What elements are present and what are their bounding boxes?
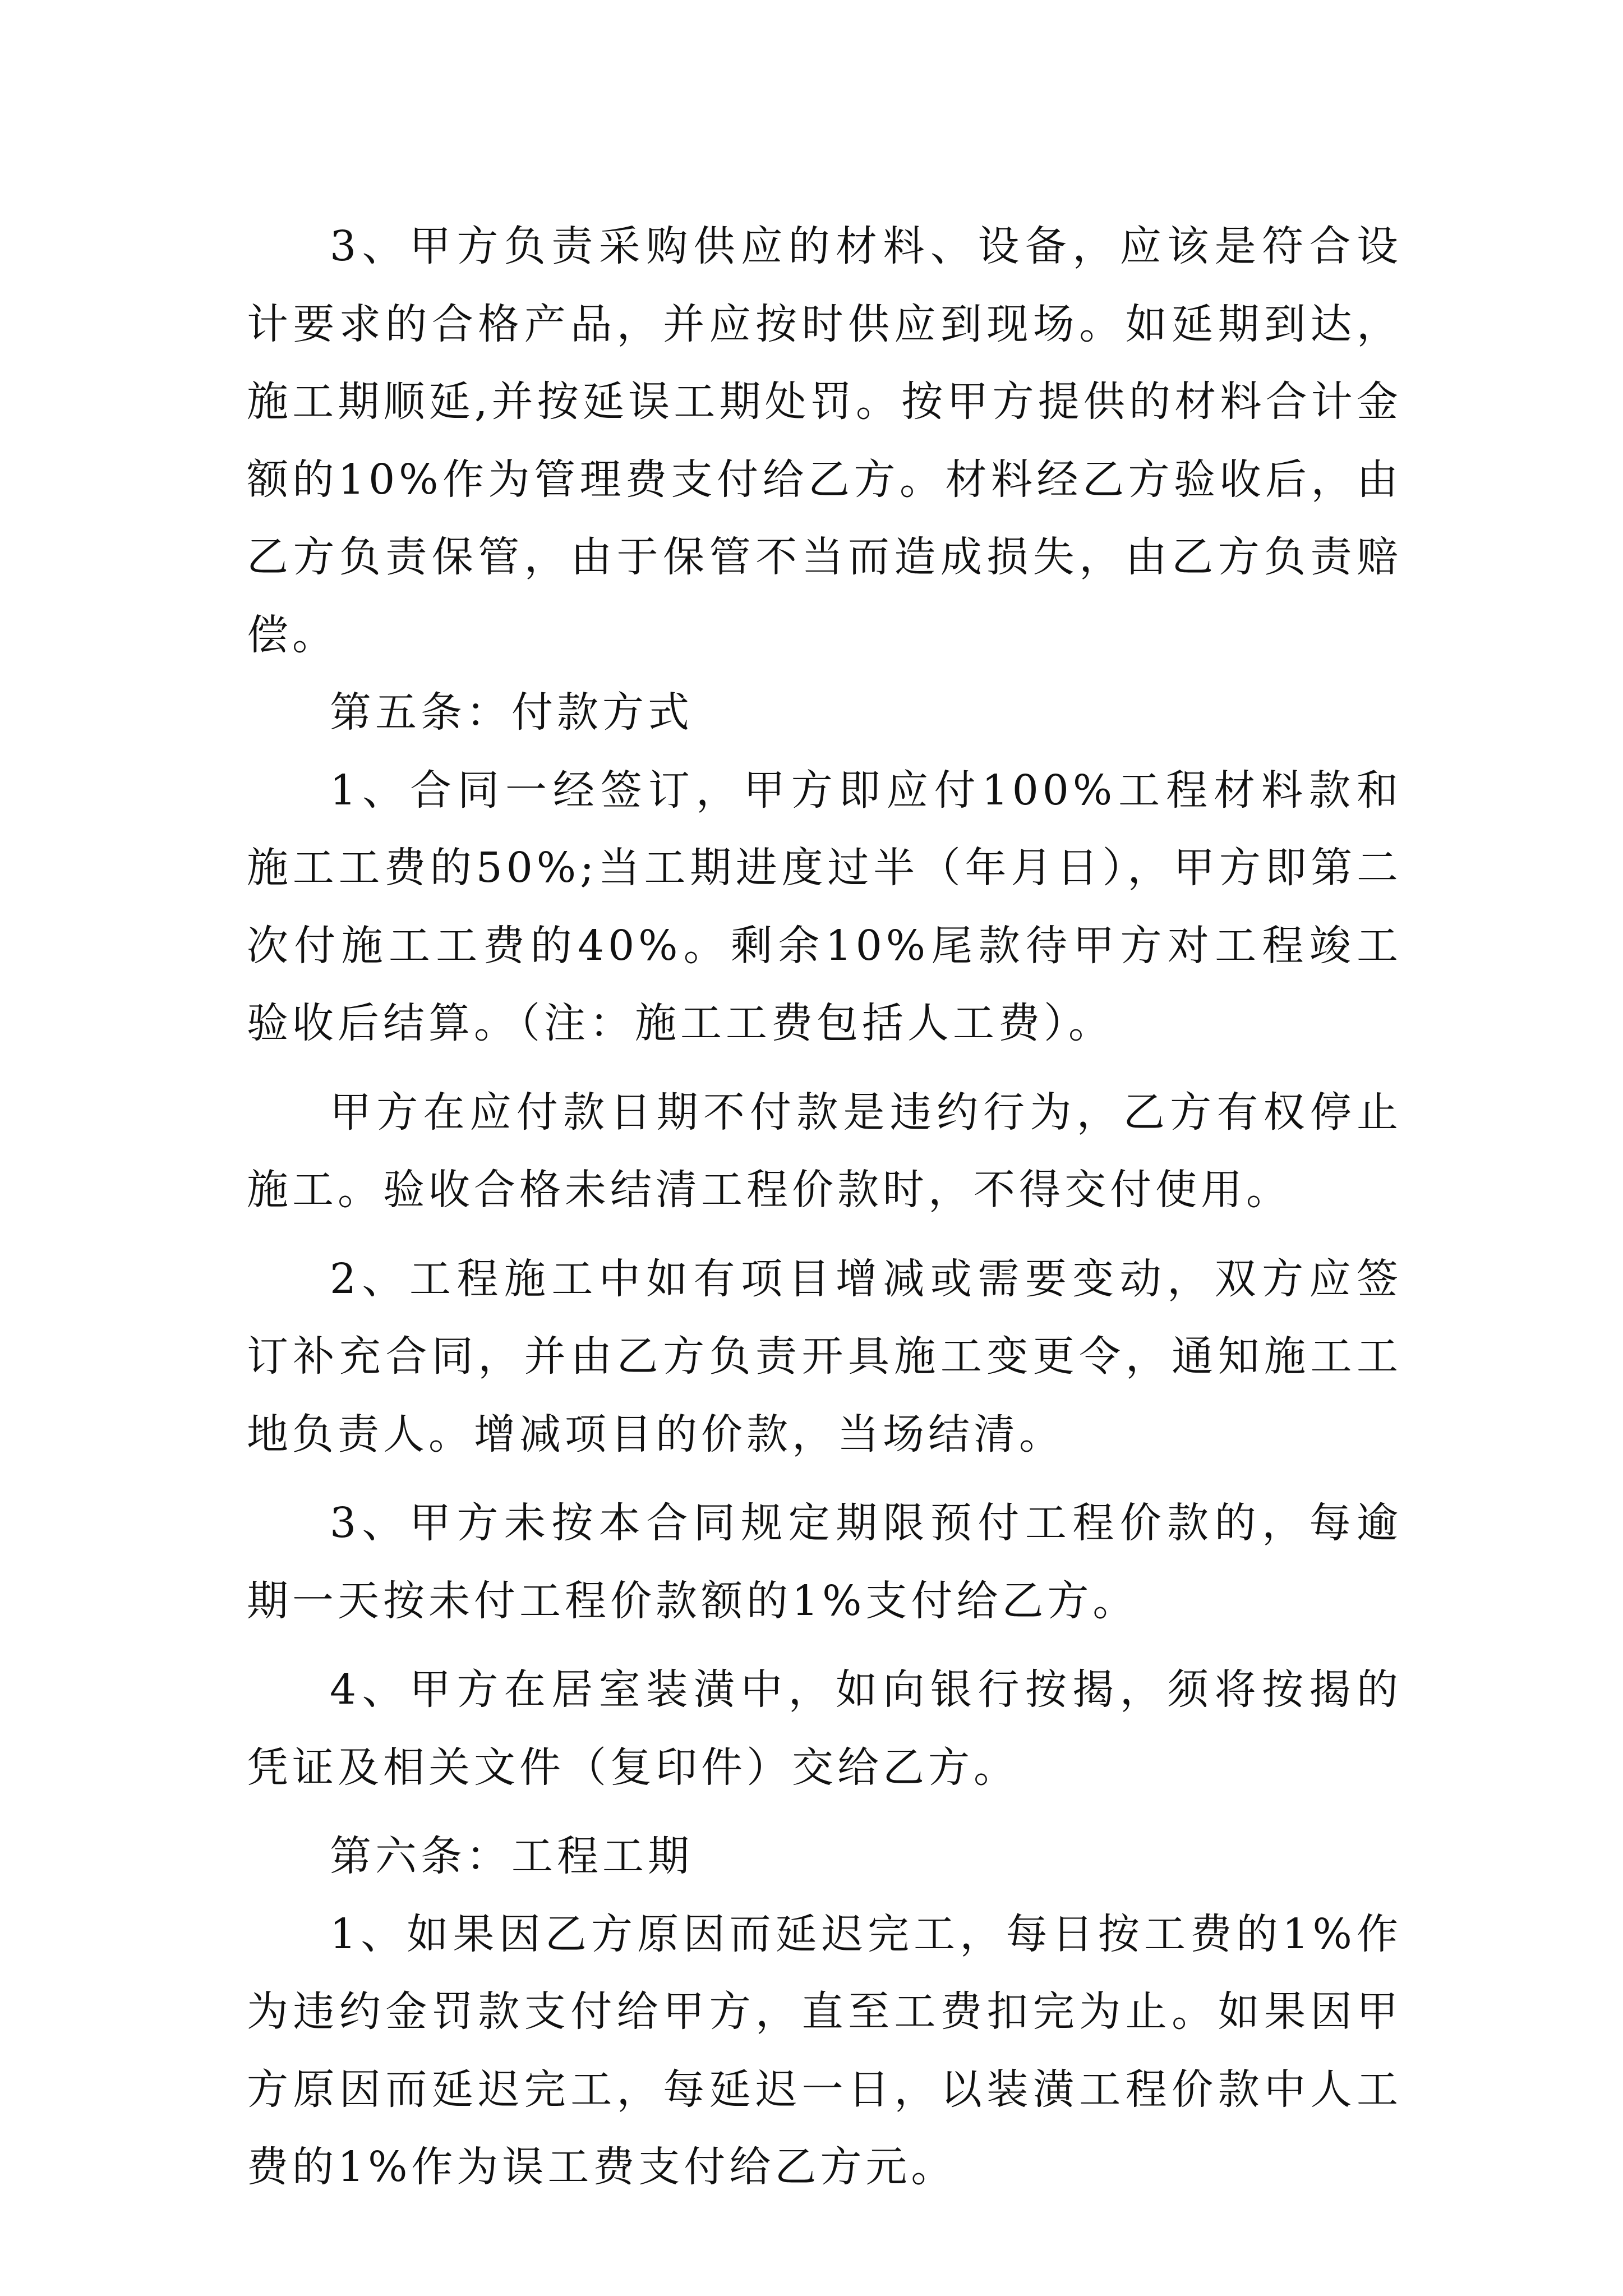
paragraph-material-supply: 3、甲方负责采购供应的材料、设备，应该是符合设计要求的合格产品，并应按时供应到现场。如延期到达，施工期顺延,并按延误工期处罚。按甲方提供的材料合计金额的10%作为管理费支付给乙方。材料经乙方验收后，由乙方负责保管，由于保管不当而造成损失，由乙方负责赔偿。 [247, 222, 1402, 659]
paragraph-gap [247, 1062, 1402, 1074]
paragraph-overdue-penalty: 3、甲方未按本合同规定期限预付工程价款的，每逾期一天按未付工程价款额的1%支付给乙方。 [247, 1499, 1402, 1625]
paragraph-mortgage: 4、甲方在居室装潢中，如向银行按揭，须将按揭的凭证及相关文件（复印件）交给乙方。 [247, 1665, 1402, 1792]
section-heading-schedule: 第六条：工程工期 [330, 1832, 693, 1880]
paragraph-payment-schedule: 1、合同一经签订，甲方即应付100%工程材料款和施工工费的50%;当工期进度过半（年月日），甲方即第二次付施工工费的40%。剩余10%尾款待甲方对工程竣工验收后结算。（注：施工工费包括人工费）。 [247, 766, 1402, 1047]
paragraph-late-payment: 甲方在应付款日期不付款是违约行为，乙方有权停止施工。验收合格未结清工程价款时，不得交付使用。 [247, 1088, 1402, 1214]
paragraph-gap [247, 1806, 1402, 1818]
paragraph-gap [247, 1473, 1402, 1484]
paragraph-delay-penalty: 1、如果因乙方原因而延迟完工，每日按工费的1%作为违约金罚款支付给甲方，直至工费扣完为止。如果因甲方原因而延迟完工，每延迟一日，以装潢工程价款中人工费的1%作为误工费支付给乙方元。 [247, 1910, 1402, 2191]
paragraph-gap [247, 1640, 1402, 1651]
document-body [247, 208, 1402, 2206]
section-heading-payment: 第五条：付款方式 [330, 688, 693, 737]
paragraph-project-changes: 2、工程施工中如有项目增减或需要变动，双方应签订补充合同，并由乙方负责开具施工变更令，通知施工工地负责人。增减项目的价款，当场结清。 [247, 1254, 1402, 1458]
paragraph-gap [247, 1229, 1402, 1240]
